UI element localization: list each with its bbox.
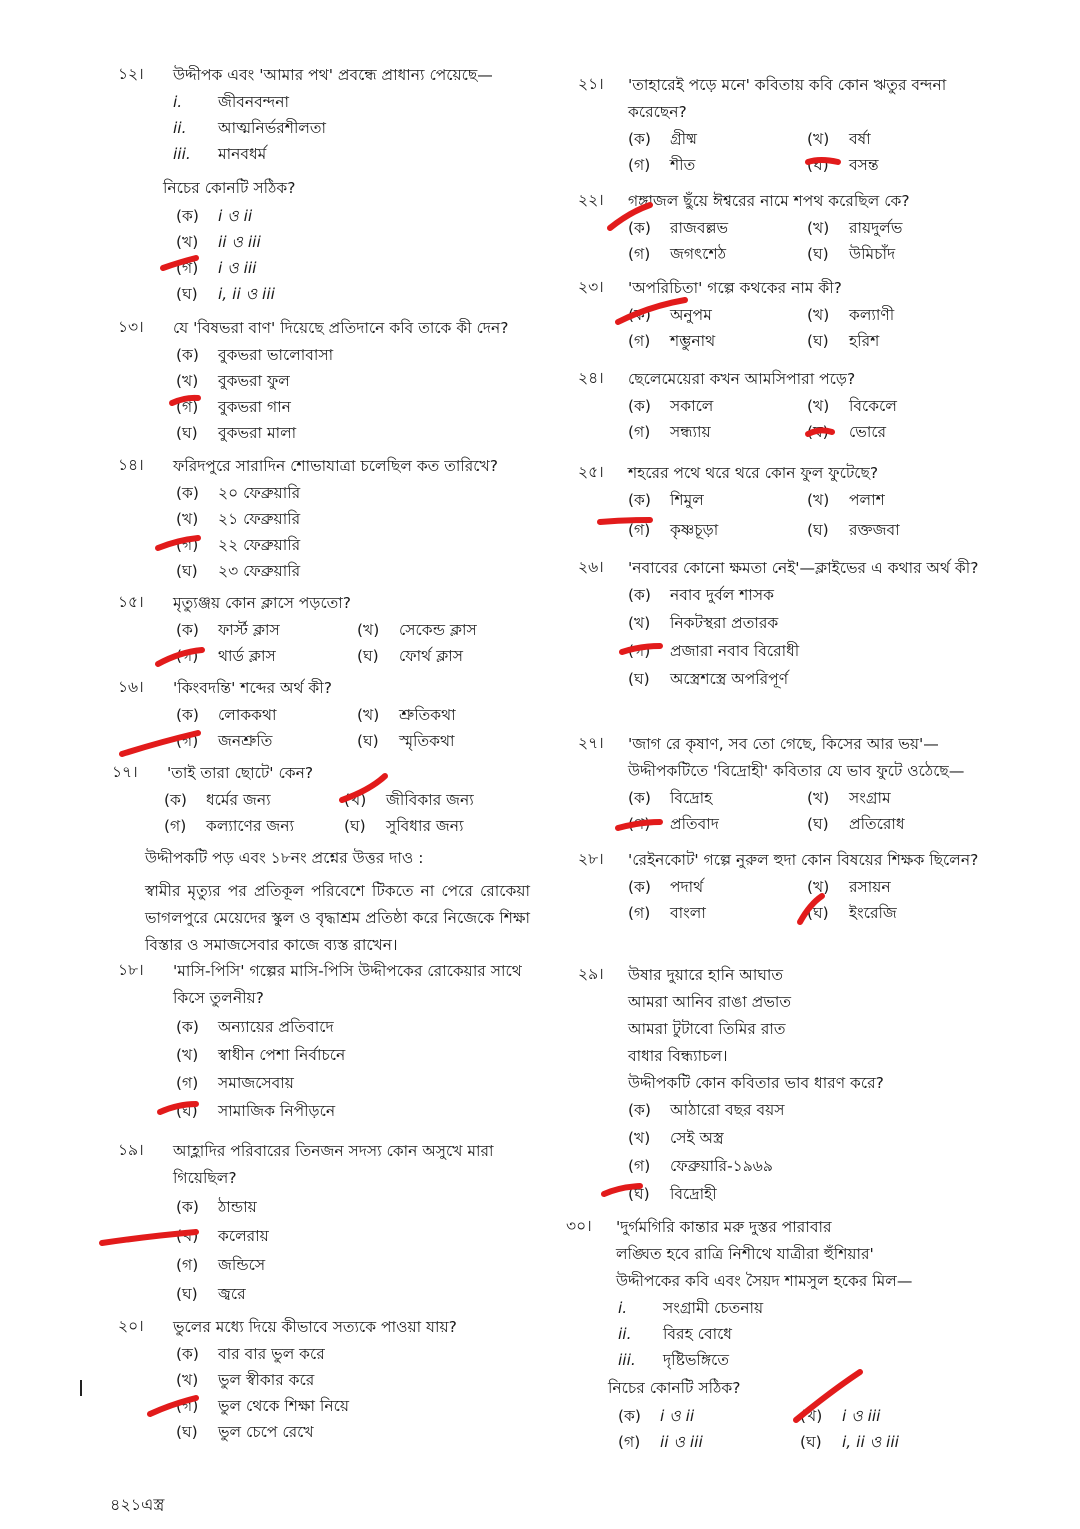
option: (ক) বুকভরা ভালোবাসা <box>176 346 334 364</box>
question-26 <box>578 555 988 694</box>
question-text: 'কিংবদন্তি' শব্দের অর্থ কী? <box>173 679 332 697</box>
question-number: ২৫। <box>578 463 604 481</box>
option: (ঘ) ফোর্থ ক্লাস <box>357 647 463 665</box>
question-text: ফরিদপুরে সারাদিন শোভাযাত্রা চলেছিল কত তারিখে? <box>173 457 498 475</box>
option: (ক) শিমুল <box>628 491 704 509</box>
roman-numeral: i. <box>618 1299 628 1317</box>
option-correct: (গ) জনশ্রুতি <box>176 732 273 750</box>
option: (গ) ii ও iii <box>618 1433 703 1451</box>
option: (গ) কল্যাণের জন্য <box>164 817 295 835</box>
option-correct: (গ) কৃষ্ণচূড়া <box>628 521 719 539</box>
option: (ঘ) অস্ত্রেশস্ত্রে অপরিপূর্ণ <box>628 670 789 688</box>
option: (ঘ) হরিশ <box>807 332 880 350</box>
question-text: ছেলেমেয়েরা কখন আমসিপারা পড়ে? <box>628 370 856 388</box>
option: (খ) ii ও iii <box>176 233 261 251</box>
option: (গ) সমাজসেবায় <box>176 1074 294 1092</box>
option-correct: (ঘ) বসন্ত <box>807 156 879 174</box>
footer-code: ৪২১এস্ত্র <box>110 1495 165 1514</box>
question-27 <box>578 731 988 837</box>
option: (ঘ) i, ii ও iii <box>800 1433 899 1451</box>
option: (ক) ঠান্ডায় <box>176 1198 257 1216</box>
question-30 <box>566 1214 986 1455</box>
question-number: ২২। <box>578 191 604 209</box>
question-number: ১৩। <box>118 318 144 336</box>
question-number: ২৯। <box>578 965 604 983</box>
question-28 <box>578 847 988 926</box>
option: (খ) সংগ্রাম <box>807 789 891 807</box>
question-number: ৩০। <box>566 1217 592 1235</box>
question-number: ২৮। <box>578 850 604 868</box>
question-number: ১৪। <box>118 456 144 474</box>
option: (ক) ফার্স্ট ক্লাস <box>176 621 280 639</box>
option: (খ) শ্রুতিকথা <box>357 706 456 724</box>
question-text: 'মাসি-পিসি' গল্পের মাসি-পিসি উদ্দীপকের রোকেয়ার সাথে কিসে তুলনীয়? <box>173 962 522 1007</box>
option-correct: (গ) বুকভরা গান <box>176 398 291 416</box>
question-text: 'তাহারেই পড়ে মনে' কবিতায় কবি কোন ঋতুর বন্দনা করেছেন? <box>628 76 947 121</box>
roman-item: বিরহ বোধে <box>663 1325 732 1343</box>
margin-tick <box>80 1380 82 1396</box>
option-correct: (গ) ২২ ফেব্রুয়ারি <box>176 536 301 554</box>
option-correct: (খ) কলেরায় <box>176 1227 269 1245</box>
option: (ক) আঠারো বছর বয়স <box>628 1101 785 1119</box>
question-text: উদ্দীপক এবং 'আমার পথ' প্রবন্ধে প্রাধান্য পেয়েছে— <box>173 66 493 84</box>
question-number: ১৭। <box>112 763 138 781</box>
question-25 <box>578 460 988 543</box>
option: (ঘ) ২৩ ফেব্রুয়ারি <box>176 562 301 580</box>
option: (ঘ) বুকভরা মালা <box>176 424 297 442</box>
option: (খ) কল্যাণী <box>807 306 895 324</box>
option: (ক) অন্যায়ের প্রতিবাদে <box>176 1018 334 1036</box>
option: (ঘ) ইংরেজি <box>807 904 897 922</box>
option: (ঘ) রক্তজবা <box>807 521 900 539</box>
option-correct: (ঘ) ভোরে <box>807 423 887 441</box>
option: (খ) স্বাধীন পেশা নির্বাচনে <box>176 1046 346 1064</box>
question-22 <box>578 188 988 267</box>
question-text: গঙ্গাজল ছুঁয়ে ঈশ্বরের নামে শপথ করেছিল কে? <box>628 192 910 210</box>
option: (খ) রায়দুর্লভ <box>807 219 903 237</box>
option: (ক) বার বার ভুল করে <box>176 1345 325 1363</box>
stimulus-intro: উদ্দীপকটি পড় এবং ১৮নং প্রশ্নের উত্তর দাও : <box>145 849 424 867</box>
option: (ক) নবাব দুর্বল শাসক <box>628 586 774 604</box>
stimulus-poem: উষার দুয়ারে হানি আঘাত আমরা আনিব রাঙা প্রভাত আমরা টুটাবো তিমির রাত বাধার বিন্ধ্যাচল। উদ্দীপকটি কোন কবিতার ভাব ধারণ করে? <box>628 962 884 1097</box>
roman-item: আত্মনির্ভরশীলতা <box>218 119 327 137</box>
option: (গ) জন্ডিসে <box>176 1256 266 1274</box>
question-20 <box>118 1314 538 1445</box>
option-correct: (ঘ) বিদ্রোহী <box>628 1185 717 1203</box>
option: (ক) সকালে <box>628 397 714 415</box>
question-text: উদ্দীপকের কবি এবং সৈয়দ শামসুল হকের মিল— <box>616 1272 913 1290</box>
option: (ঘ) স্মৃতিকথা <box>357 732 455 750</box>
option-correct: (ঘ) সামাজিক নিপীড়নে <box>176 1102 336 1120</box>
question-number: ২০। <box>118 1317 144 1335</box>
question-ask: নিচের কোনটি সঠিক? <box>163 179 296 197</box>
option: (খ) সেই অস্ত্র <box>628 1129 724 1147</box>
option: (ঘ) উমিচাঁদ <box>807 245 896 263</box>
question-18 <box>118 958 538 1126</box>
option: (খ) সেকেন্ড ক্লাস <box>357 621 477 639</box>
question-text: 'নবাবের কোনো ক্ষমতা নেই'—ক্লাইভের এ কথার অর্থ কী? <box>628 559 979 577</box>
question-text: শহরের পথে থরে থরে কোন ফুল ফুটেছে? <box>628 464 879 482</box>
question-number: ২১। <box>578 75 604 93</box>
question-text: 'জাগ রে কৃষাণ, সব তো গেছে, কিসের আর ভয়'— উদ্দীপকটিতে 'বিদ্রোহী' কবিতার যে ভাব ফুটে ওঠেছে— <box>628 735 965 780</box>
option: (ক) লোককথা <box>176 706 277 724</box>
roman-numeral: iii. <box>173 145 191 163</box>
question-12 <box>118 62 538 307</box>
roman-numeral: ii. <box>173 119 187 137</box>
option: (ঘ) জ্বরে <box>176 1285 246 1303</box>
option: (ঘ) প্রতিরোধ <box>807 815 905 833</box>
option: (গ) প্রজারা নবাব বিরোধী <box>628 642 800 660</box>
option: (ঘ) i, ii ও iii <box>176 285 275 303</box>
question-number: ১৬। <box>118 678 144 696</box>
option: (খ) ২১ ফেব্রুয়ারি <box>176 510 301 528</box>
question-text: যে 'বিষভরা বাণ' দিয়েছে প্রতিদানে কবি তাকে কী দেন? <box>173 319 509 337</box>
question-23 <box>578 275 988 354</box>
option: (ক) i ও ii <box>618 1407 695 1425</box>
stimulus-18 <box>145 845 530 959</box>
option: (ঘ) সুবিধার জন্য <box>344 817 464 835</box>
question-number: ১৫। <box>118 593 144 611</box>
question-14 <box>118 453 538 584</box>
question-number: ১২। <box>118 65 144 83</box>
option-correct: (খ) রসায়ন <box>807 878 891 896</box>
question-15 <box>118 590 538 669</box>
option-correct: (খ) i ও iii <box>800 1407 881 1425</box>
option-correct: (গ) থার্ড ক্লাস <box>176 647 276 665</box>
question-text: 'রেইনকোট' গল্পে নুরুল হুদা কোন বিষয়ের শিক্ষক ছিলেন? <box>628 851 979 869</box>
question-text: ভুলের মধ্যে দিয়ে কীভাবে সত্যকে পাওয়া যায়? <box>173 1318 457 1336</box>
roman-numeral: iii. <box>618 1351 636 1369</box>
question-17 <box>112 760 542 839</box>
option-correct: (গ) i ও iii <box>176 259 257 277</box>
question-text: 'তাই তারা ছোটে' কেন? <box>167 764 314 782</box>
roman-item: জীবনবন্দনা <box>218 93 289 111</box>
option: (খ) বুকভরা ফুল <box>176 372 290 390</box>
question-text: মৃত্যুঞ্জয় কোন ক্লাসে পড়তো? <box>173 594 352 612</box>
question-24 <box>578 366 988 445</box>
option: (গ) ফেব্রুয়ারি-১৯৬৯ <box>628 1157 773 1175</box>
option: (গ) বাংলা <box>628 904 706 922</box>
question-number: ২৩। <box>578 278 604 296</box>
option: (ক) বিদ্রোহ <box>628 789 713 807</box>
option-correct: (খ) নিকটস্থরা প্রতারক <box>628 614 779 632</box>
option: (গ) শীত <box>628 156 696 174</box>
roman-item: মানবধর্ম <box>218 145 267 163</box>
question-16 <box>118 675 538 754</box>
question-number: ২৪। <box>578 369 604 387</box>
question-number: ১৮। <box>118 961 144 979</box>
question-21 <box>578 72 988 178</box>
option: (ঘ) ভুল চেপে রেখে <box>176 1423 314 1441</box>
question-19 <box>118 1138 538 1310</box>
option: (খ) ভুল স্বীকার করে <box>176 1371 315 1389</box>
question-13 <box>118 315 538 446</box>
question-29 <box>578 962 988 1209</box>
roman-numeral: i. <box>173 93 183 111</box>
roman-numeral: ii. <box>618 1325 632 1343</box>
question-text: 'অপরিচিতা' গল্পে কথকের নাম কী? <box>628 279 842 297</box>
option: (গ) জগৎশেঠ <box>628 245 726 263</box>
question-text: উদ্দীপকটি কোন কবিতার ভাব ধারণ করে? <box>628 1074 884 1092</box>
question-text: আহ্লাদির পরিবারের তিনজন সদস্য কোন অসুখে মারা গিয়েছিল? <box>173 1142 494 1187</box>
option: (খ) বিকেলে <box>807 397 897 415</box>
option-correct: (ক) অনুপম <box>628 306 712 324</box>
roman-item: দৃষ্টিভঙ্গিতে <box>663 1351 729 1369</box>
option-correct: (খ) জীবিকার জন্য <box>344 791 474 809</box>
option: (ক) i ও ii <box>176 207 253 225</box>
option-correct: (ক) রাজবল্লভ <box>628 219 729 237</box>
question-ask: নিচের কোনটি সঠিক? <box>608 1379 741 1397</box>
option: (ক) পদার্থ <box>628 878 704 896</box>
option: (গ) শম্ভুনাথ <box>628 332 716 350</box>
question-number: ১৯। <box>118 1141 144 1159</box>
option: (খ) পলাশ <box>807 491 885 509</box>
option-correct: (গ) প্রতিবাদ <box>628 815 719 833</box>
option: (ক) গ্রীষ্ম <box>628 130 698 148</box>
option: (ক) ২০ ফেব্রুয়ারি <box>176 484 301 502</box>
question-number: ২৭। <box>578 734 604 752</box>
stimulus-poem: 'দুর্গমগিরি কান্তার মরু দুস্তর পারাবার লঙ্ঘিত হবে রাত্রি নিশীথে যাত্রীরা হুঁশিয়ার' উদ্দীপকের কবি এবং সৈয়দ শামসুল হকের মিল— <box>616 1214 912 1295</box>
option: (গ) সন্ধ্যায় <box>628 423 711 441</box>
question-number: ২৬। <box>578 558 604 576</box>
option: (ক) ধর্মের জন্য <box>164 791 271 809</box>
stimulus-passage: স্বামীর মৃত্যুর পর প্রতিকূল পরিবেশে টিকতে না পেরে রোকেয়া ভাগলপুরে মেয়েদের স্কুল ও বৃদ্ধাশ্রম প্রতিষ্ঠা করে নিজেকে শিক্ষা বিস্তার ও সমাজসেবার কাজে ব্যস্ত রাখেন। <box>145 882 530 954</box>
option-correct: (গ) ভুল থেকে শিক্ষা নিয়ে <box>176 1397 349 1415</box>
roman-item: সংগ্রামী চেতনায় <box>663 1299 764 1317</box>
option: (খ) বর্ষা <box>807 130 871 148</box>
